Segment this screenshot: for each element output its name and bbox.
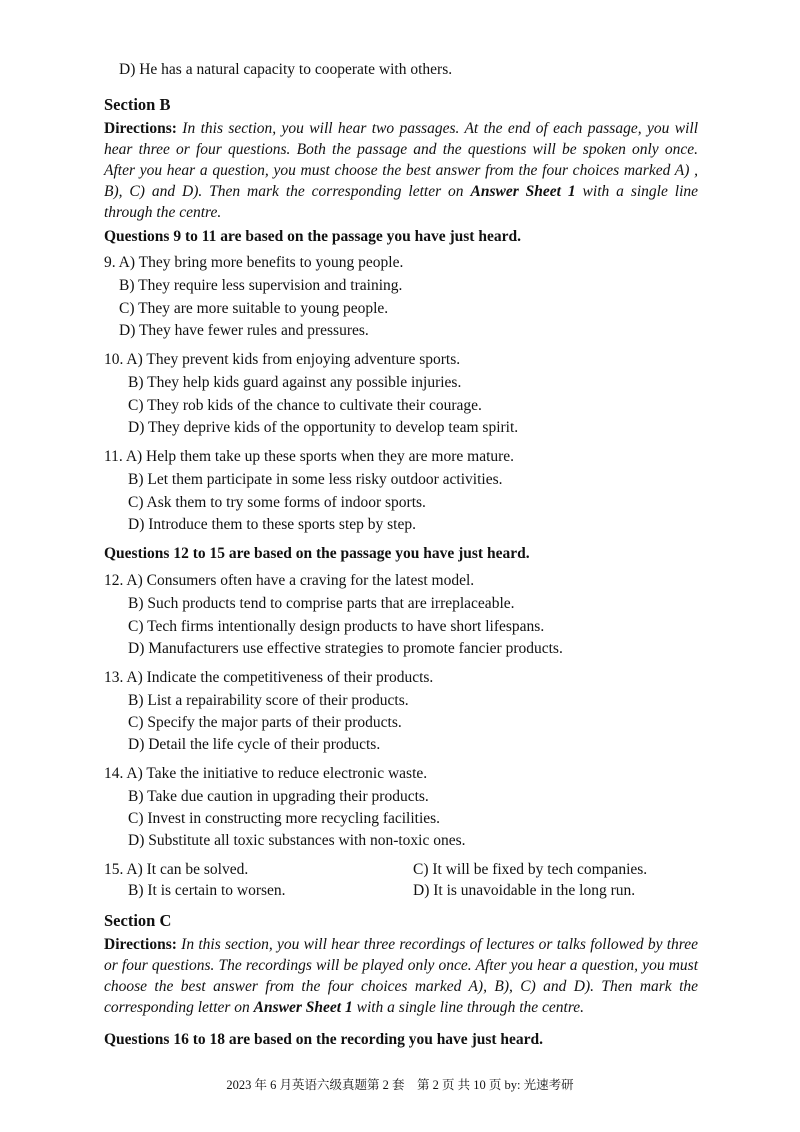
q13-option-d: D) Detail the life cycle of their products.	[128, 736, 381, 753]
q9-option-a: 9. A) They bring more benefits to young people.	[104, 254, 404, 271]
q12-option-a: 12. A) Consumers often have a craving for the latest model.	[104, 572, 475, 589]
page-footer: 2023 年 6 月英语六级真题第 2 套 第 2 页 共 10 页 by: 光速考研	[226, 1078, 574, 1092]
section-c-directions	[104, 934, 698, 1018]
directions-text-end: with a single line through the centre.	[104, 183, 699, 221]
q15-option-c: C) It will be fixed by tech companies.	[413, 861, 648, 878]
q12-option-d: D) Manufacturers use effective strategies to promote fancier products.	[128, 640, 563, 657]
q10-option-b: B) They help kids guard against any possible injuries.	[128, 374, 462, 391]
q11-option-b: B) Let them participate in some less risky outdoor activities.	[128, 471, 503, 488]
directions-label: Directions:	[104, 120, 177, 137]
q13-option-b: B) List a repairability score of their products.	[128, 692, 409, 709]
section-c-title: Section C	[104, 911, 172, 930]
q9-option-b: B) They require less supervision and training.	[119, 277, 403, 294]
q15-option-b: B) It is certain to worsen.	[128, 882, 286, 899]
directions-text: In this section, you will hear three recordings of lectures or talks followed by three or four questions. The recordings will be played only once. After you hear a question, you must choose the best answer from the four choices marked A), B), C) and D). Then mark the corresponding letter on	[104, 936, 699, 1016]
q10-option-a: 10. A) They prevent kids from enjoying adventure sports.	[104, 351, 461, 368]
directions-text: In this section, you will hear two passages. At the end of each passage, you will hear three or four questions. Both the passage and the questions will be spoken only once. After you hear a question, you must choose the best answer from the four choices marked A) , B), C) and D). Then mark the corresponding letter on	[104, 120, 699, 200]
q15-option-d: D) It is unavoidable in the long run.	[413, 882, 636, 899]
section-b-directions	[104, 118, 698, 223]
group-12-15-title: Questions 12 to 15 are based on the passage you have just heard.	[104, 545, 530, 562]
section-b-title: Section B	[104, 95, 171, 114]
q11-option-c: C) Ask them to try some forms of indoor sports.	[128, 494, 426, 511]
q11-option-d: D) Introduce them to these sports step by step.	[128, 516, 416, 533]
directions-text-end: with a single line through the centre.	[356, 999, 585, 1016]
directions-label: Directions:	[104, 936, 177, 953]
q11-option-a: 11. A) Help them take up these sports when they are more mature.	[104, 448, 515, 465]
answer-sheet-ref: Answer Sheet 1	[470, 183, 576, 200]
q14-option-d: D) Substitute all toxic substances with non-toxic ones.	[128, 832, 466, 849]
option-prev-d: D) He has a natural capacity to cooperate with others.	[119, 61, 453, 78]
q12-option-c: C) Tech firms intentionally design products to have short lifespans.	[128, 618, 545, 635]
q14-option-a: 14. A) Take the initiative to reduce electronic waste.	[104, 765, 428, 782]
q10-option-d: D) They deprive kids of the opportunity to develop team spirit.	[128, 419, 519, 436]
q9-option-d: D) They have fewer rules and pressures.	[119, 322, 369, 339]
q12-option-b: B) Such products tend to comprise parts that are irreplaceable.	[128, 595, 515, 612]
q13-option-a: 13. A) Indicate the competitiveness of their products.	[104, 669, 434, 686]
q9-option-c: C) They are more suitable to young people.	[119, 300, 389, 317]
answer-sheet-ref: Answer Sheet 1	[253, 999, 353, 1016]
q14-option-c: C) Invest in constructing more recycling facilities.	[128, 810, 441, 827]
group-16-18-title: Questions 16 to 18 are based on the recording you have just heard.	[104, 1031, 544, 1048]
q13-option-c: C) Specify the major parts of their products.	[128, 714, 402, 731]
q15-option-a: 15. A) It can be solved.	[104, 861, 249, 878]
q14-option-b: B) Take due caution in upgrading their products.	[128, 788, 429, 805]
q10-option-c: C) They rob kids of the chance to cultivate their courage.	[128, 397, 482, 414]
group-9-11-title: Questions 9 to 11 are based on the passage you have just heard.	[104, 228, 521, 245]
